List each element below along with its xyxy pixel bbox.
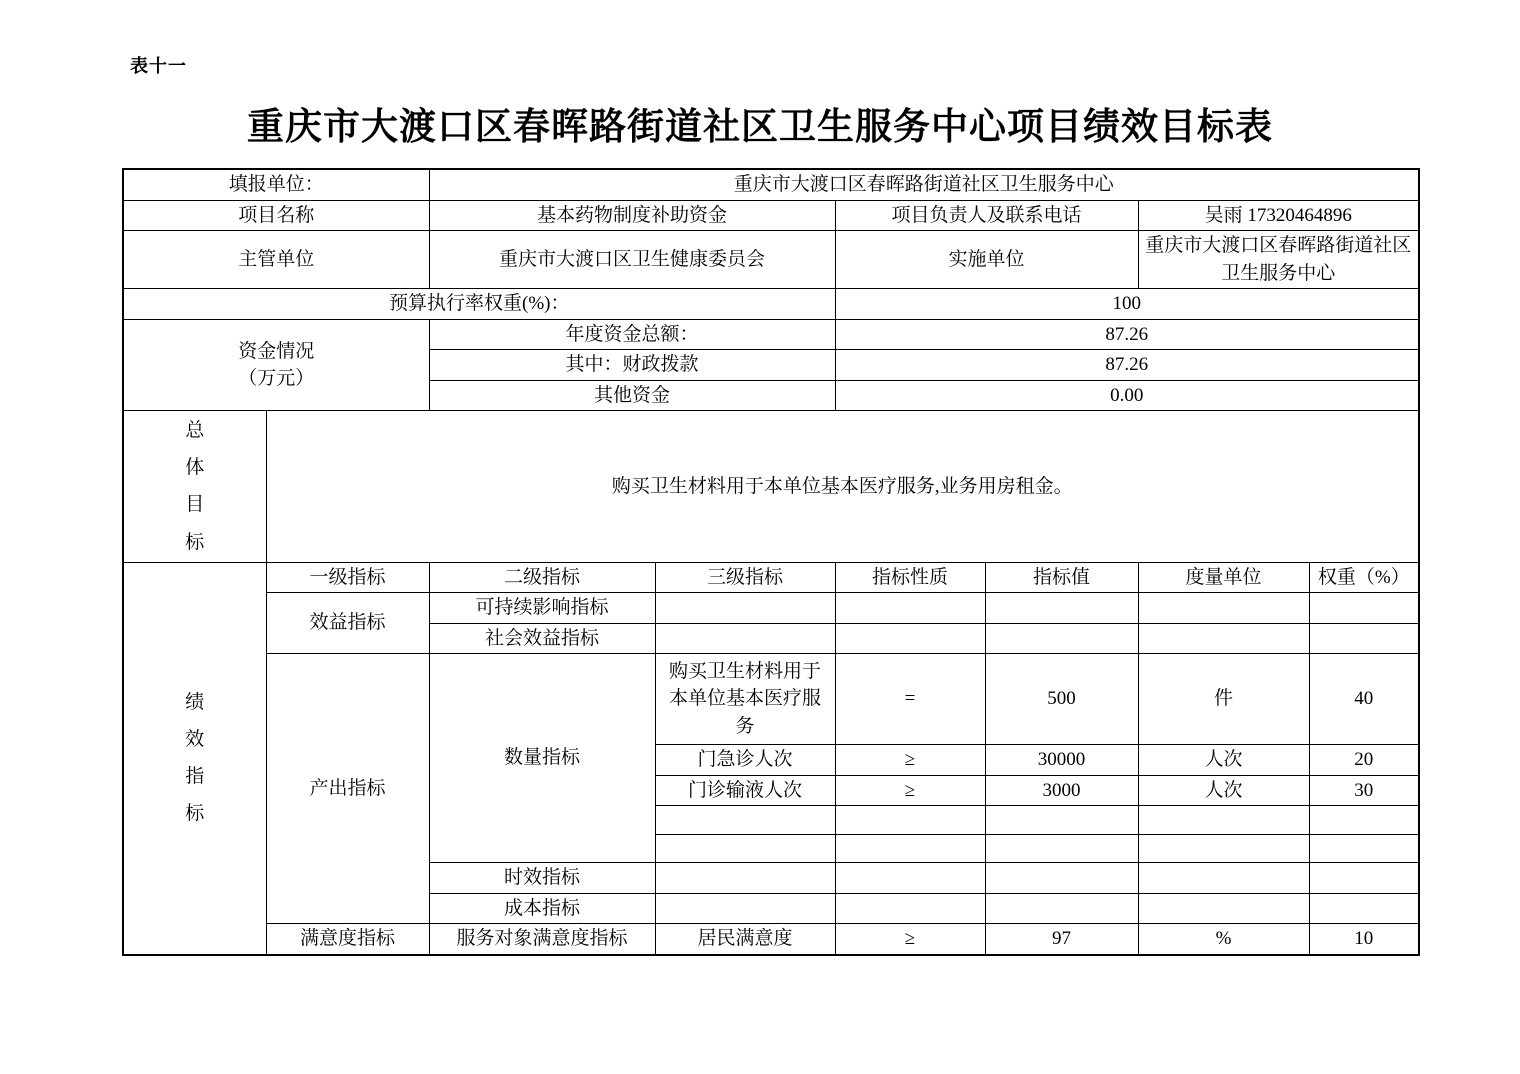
- empty-cell: [655, 593, 835, 624]
- budget-rate-label: 预算执行率权重(%)：: [123, 289, 835, 320]
- empty-cell: [835, 593, 985, 624]
- empty-cell: [655, 806, 835, 835]
- row-budget-rate: [123, 289, 1419, 320]
- row-fund-total: [123, 319, 1419, 350]
- satisfaction-weight: 10: [1309, 924, 1419, 955]
- empty-cell: [985, 863, 1138, 894]
- funds-label: [123, 319, 429, 411]
- empty-cell: [985, 806, 1138, 835]
- leader-value: 吴雨 17320464896: [1138, 200, 1419, 231]
- row-benefit-sustain: [123, 593, 1419, 624]
- cost-l2: 成本指标: [429, 893, 655, 924]
- funds-label-line1: 资金情况: [238, 340, 315, 362]
- empty-cell: [1138, 806, 1309, 835]
- header-level2: 二级指标: [429, 562, 655, 593]
- satisfaction-l1: 满意度指标: [266, 924, 429, 955]
- row-indicator-headers: [123, 562, 1419, 593]
- supervisor-value: 重庆市大渡口区卫生健康委员会: [429, 231, 835, 289]
- benefit-social-l2: 社会效益指标: [429, 623, 655, 654]
- header-nature: 指标性质: [835, 562, 985, 593]
- quantity-row2-value: 30000: [985, 745, 1138, 776]
- empty-cell: [835, 623, 985, 654]
- leader-label: 项目负责人及联系电话: [835, 200, 1138, 231]
- row-supervisor: [123, 231, 1419, 289]
- quantity-row1-unit: 件: [1138, 654, 1309, 745]
- quantity-row2-nature: ≥: [835, 745, 985, 776]
- indicators-section-label-text: 绩效指标: [185, 692, 205, 825]
- overall-goal-label-text: 总体目标: [185, 420, 205, 553]
- quantity-row3-l3: 门诊输液人次: [655, 775, 835, 806]
- funds-label-line2: （万元）: [238, 368, 315, 390]
- satisfaction-nature: ≥: [835, 924, 985, 955]
- empty-cell: [1138, 593, 1309, 624]
- satisfaction-l2: 服务对象满意度指标: [429, 924, 655, 955]
- time-l2: 时效指标: [429, 863, 655, 894]
- empty-cell: [1309, 835, 1419, 863]
- output-l1: 产出指标: [266, 654, 429, 924]
- empty-cell: [1309, 593, 1419, 624]
- empty-cell: [985, 835, 1138, 863]
- fill-unit-label: 填报单位：: [123, 169, 429, 200]
- empty-cell: [835, 863, 985, 894]
- implementer-label: 实施单位: [835, 231, 1138, 289]
- table-number-label: 表十一: [130, 56, 187, 76]
- quantity-row1-nature: =: [835, 654, 985, 745]
- quantity-row2-weight: 20: [1309, 745, 1419, 776]
- budget-rate-value: 100: [835, 289, 1419, 320]
- overall-goal-value: 购买卫生材料用于本单位基本医疗服务,业务用房租金。: [266, 411, 1419, 562]
- performance-target-table: [122, 168, 1420, 956]
- empty-cell: [1309, 863, 1419, 894]
- fund-fiscal-label: 其中：财政拨款: [429, 350, 835, 381]
- header-level1: 一级指标: [266, 562, 429, 593]
- empty-cell: [1138, 835, 1309, 863]
- header-level3: 三级指标: [655, 562, 835, 593]
- empty-cell: [985, 893, 1138, 924]
- empty-cell: [1138, 893, 1309, 924]
- empty-cell: [1309, 806, 1419, 835]
- project-name-value: 基本药物制度补助资金: [429, 200, 835, 231]
- quantity-row1-l3: 购买卫生材料用于本单位基本医疗服务: [655, 654, 835, 745]
- header-weight: 权重（%）: [1309, 562, 1419, 593]
- quantity-row3-unit: 人次: [1138, 775, 1309, 806]
- header-unit: 度量单位: [1138, 562, 1309, 593]
- benefit-sustain-l2: 可持续影响指标: [429, 593, 655, 624]
- quantity-row2-unit: 人次: [1138, 745, 1309, 776]
- quantity-row1-weight: 40: [1309, 654, 1419, 745]
- page-title: 重庆市大渡口区春晖路街道社区卫生服务中心项目绩效目标表: [247, 107, 1273, 148]
- empty-cell: [655, 863, 835, 894]
- satisfaction-l3: 居民满意度: [655, 924, 835, 955]
- fund-other-value: 0.00: [835, 380, 1419, 411]
- empty-cell: [835, 806, 985, 835]
- empty-cell: [1138, 863, 1309, 894]
- quantity-row3-weight: 30: [1309, 775, 1419, 806]
- empty-cell: [985, 593, 1138, 624]
- empty-cell: [1309, 893, 1419, 924]
- empty-cell: [655, 893, 835, 924]
- quantity-row3-nature: ≥: [835, 775, 985, 806]
- empty-cell: [835, 835, 985, 863]
- project-name-label: 项目名称: [123, 200, 429, 231]
- implementer-value: 重庆市大渡口区春晖路街道社区卫生服务中心: [1138, 231, 1419, 289]
- quantity-l2: 数量指标: [429, 654, 655, 863]
- indicators-section-label: [123, 562, 266, 955]
- fill-unit-value: 重庆市大渡口区春晖路街道社区卫生服务中心: [429, 169, 1419, 200]
- overall-goal-label: [123, 411, 266, 562]
- row-satisfaction: [123, 924, 1419, 955]
- supervisor-label: 主管单位: [123, 231, 429, 289]
- benefit-l1: 效益指标: [266, 593, 429, 654]
- fund-total-label: 年度资金总额：: [429, 319, 835, 350]
- empty-cell: [655, 835, 835, 863]
- fund-total-value: 87.26: [835, 319, 1419, 350]
- quantity-row2-l3: 门急诊人次: [655, 745, 835, 776]
- row-quantity-1: [123, 654, 1419, 745]
- quantity-row3-value: 3000: [985, 775, 1138, 806]
- row-project-name: [123, 200, 1419, 231]
- fund-other-label: 其他资金: [429, 380, 835, 411]
- empty-cell: [835, 893, 985, 924]
- row-overall-goal: [123, 411, 1419, 562]
- satisfaction-unit: %: [1138, 924, 1309, 955]
- empty-cell: [985, 623, 1138, 654]
- empty-cell: [1309, 623, 1419, 654]
- satisfaction-value: 97: [985, 924, 1138, 955]
- empty-cell: [655, 623, 835, 654]
- empty-cell: [1138, 623, 1309, 654]
- quantity-row1-value: 500: [985, 654, 1138, 745]
- row-fill-unit: [123, 169, 1419, 200]
- fund-fiscal-value: 87.26: [835, 350, 1419, 381]
- header-value: 指标值: [985, 562, 1138, 593]
